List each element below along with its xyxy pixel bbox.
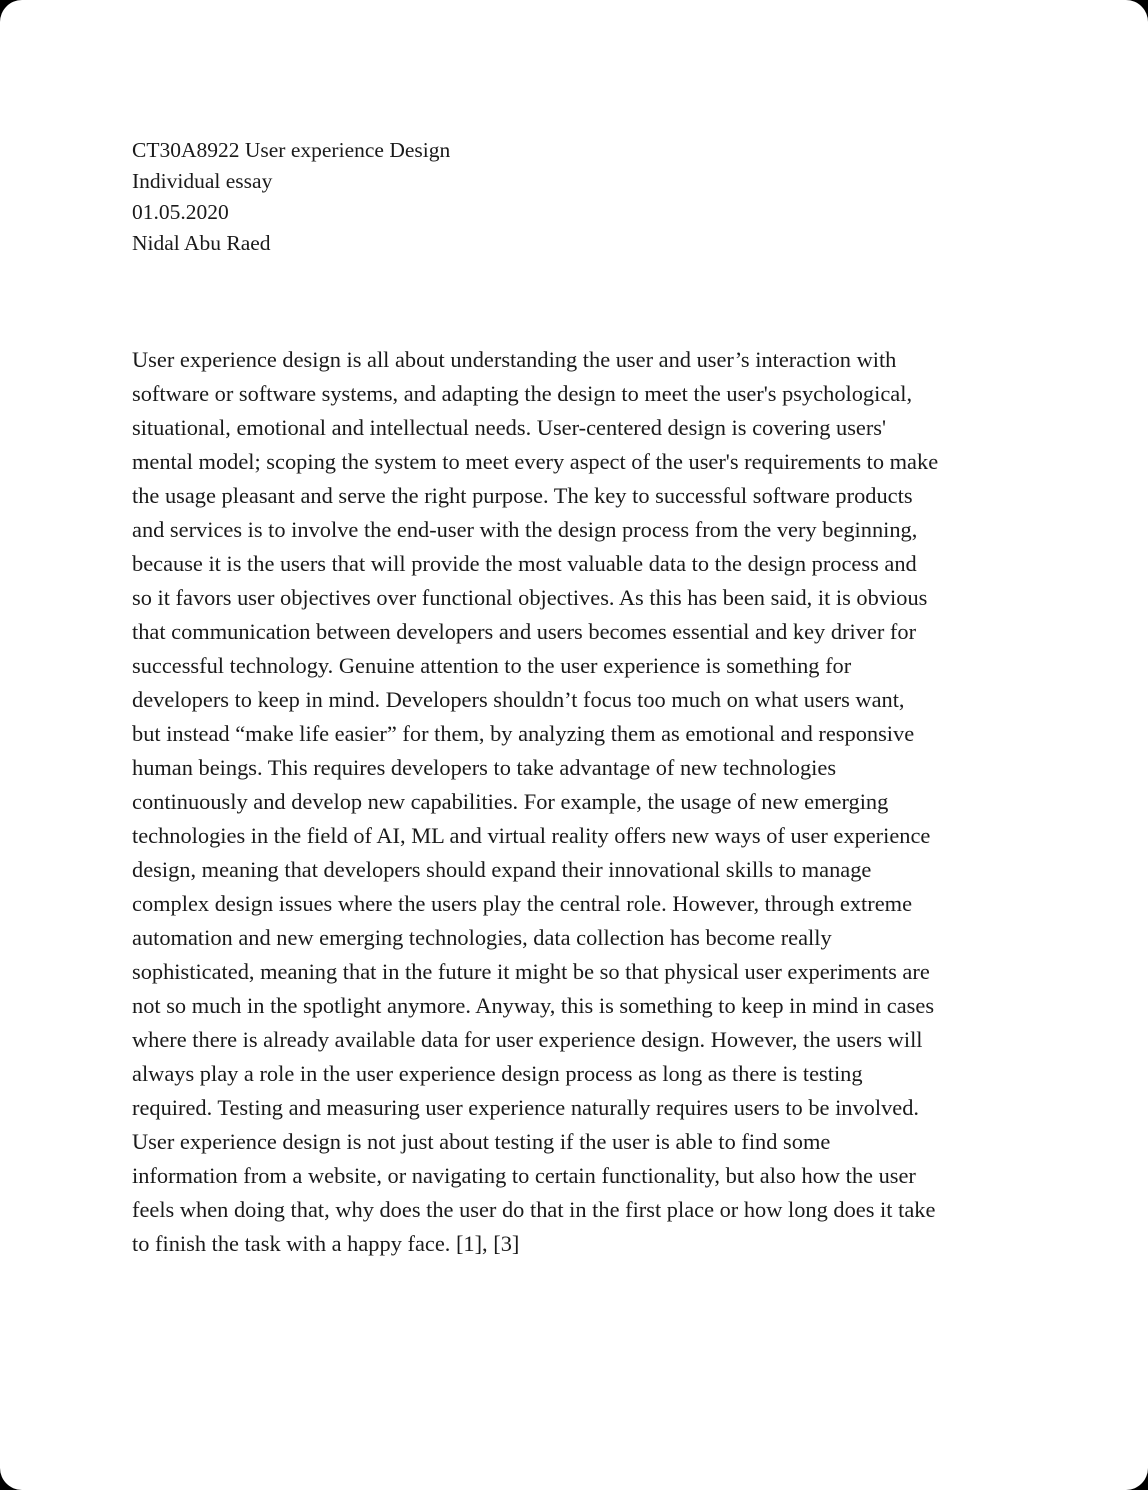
essay-line: where there is already available data for user experience design. However, the users will [132, 1027, 923, 1052]
essay-line: technologies in the field of AI, ML and virtual reality offers new ways of user experience [132, 823, 931, 848]
essay-line: so it favors user objectives over functional objectives. As this has been said, it is obvious [132, 585, 928, 610]
essay-line: that communication between developers and users becomes essential and key driver for [132, 619, 917, 644]
document-type: Individual essay [132, 169, 273, 193]
essay-line: information from a website, or navigating to certain functionality, but also how the user [132, 1163, 916, 1188]
essay-line: to finish the task with a happy face. [1], [3] [132, 1231, 520, 1256]
essay-line: automation and new emerging technologies, data collection has become really [132, 925, 832, 950]
essay-line: human beings. This requires developers to take advantage of new technologies [132, 755, 837, 780]
essay-line: successful technology. Genuine attention to the user experience is something for [132, 653, 852, 678]
author-name: Nidal Abu Raed [132, 231, 271, 255]
essay-line: because it is the users that will provide the most valuable data to the design process and [132, 551, 917, 576]
essay-line: the usage pleasant and serve the right purpose. The key to successful software products [132, 483, 913, 508]
essay-line: feels when doing that, why does the user do that in the first place or how long does it take [132, 1197, 936, 1222]
essay-line: required. Testing and measuring user experience naturally requires users to be involved. [132, 1095, 920, 1120]
essay-body [132, 343, 1032, 1261]
essay-line: software or software systems, and adapting the design to meet the user's psychological, [132, 381, 913, 406]
document-date: 01.05.2020 [132, 200, 229, 224]
document-header [132, 135, 450, 259]
essay-line: but instead “make life easier” for them, by analyzing them as emotional and responsive [132, 721, 915, 746]
essay-line: not so much in the spotlight anymore. Anyway, this is something to keep in mind in cases [132, 993, 935, 1018]
essay-line: mental model; scoping the system to meet every aspect of the user's requirements to make [132, 449, 939, 474]
essay-line: always play a role in the user experience design process as long as there is testing [132, 1061, 863, 1086]
essay-line: situational, emotional and intellectual needs. User-centered design is covering users' [132, 415, 887, 440]
essay-line: developers to keep in mind. Developers shouldn’t focus too much on what users want, [132, 687, 905, 712]
essay-line: User experience design is not just about testing if the user is able to find some [132, 1129, 831, 1154]
course-title: CT30A8922 User experience Design [132, 138, 451, 162]
essay-line: complex design issues where the users play the central role. However, through extreme [132, 891, 913, 916]
essay-line: sophisticated, meaning that in the future it might be so that physical user experiments are [132, 959, 930, 984]
essay-line: continuously and develop new capabilities. For example, the usage of new emerging [132, 789, 889, 814]
essay-line: User experience design is all about understanding the user and user’s interaction with [132, 347, 897, 372]
essay-line: and services is to involve the end-user with the design process from the very beginning, [132, 517, 918, 542]
essay-line: design, meaning that developers should expand their innovational skills to manage [132, 857, 872, 882]
